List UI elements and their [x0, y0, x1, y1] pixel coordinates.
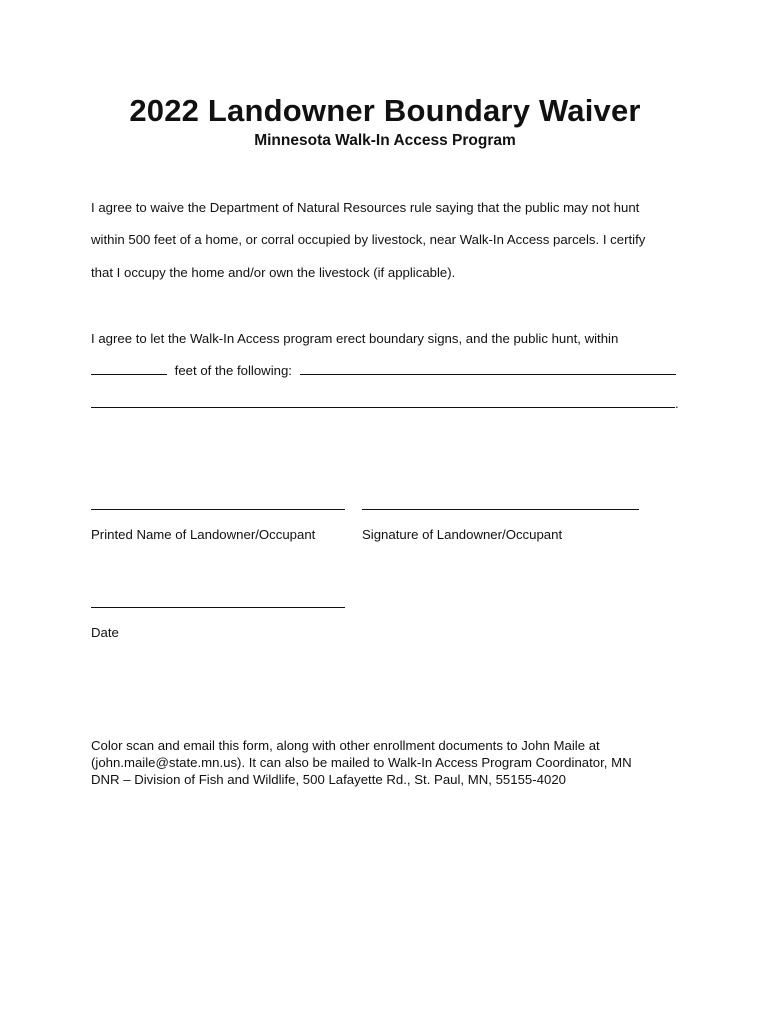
feet-distance-row [91, 362, 676, 380]
feet-of-following-label: feet of the following: [174, 363, 292, 378]
document-subtitle: Minnesota Walk-In Access Program [254, 132, 516, 149]
property-description-row-2 [91, 395, 679, 413]
instructions-line-2: (john.maile@state.mn.us). It can also be mailed to Walk-In Access Program Coordinator, MN [91, 755, 632, 770]
feet-distance-field[interactable] [91, 362, 167, 375]
instructions-line-1: Color scan and email this form, along with other enrollment documents to John Maile at [91, 738, 600, 753]
waiver-text-line-3: that I occupy the home and/or own the livestock (if applicable). [91, 265, 456, 280]
waiver-text-line-1: I agree to waive the Department of Natural Resources rule saying that the public may not hunt [91, 200, 640, 215]
property-description-field-2[interactable] [91, 395, 675, 408]
printed-name-label: Printed Name of Landowner/Occupant [91, 527, 316, 542]
property-description-field[interactable] [300, 362, 676, 375]
waiver-text-line-2: within 500 feet of a home, or corral occupied by livestock, near Walk-In Access parcels. I certify [91, 232, 646, 247]
date-label: Date [91, 625, 119, 640]
trailing-period: . [675, 396, 679, 411]
signature-field[interactable] [362, 509, 639, 510]
document-title: 2022 Landowner Boundary Waiver [129, 93, 641, 128]
boundary-text-line-1: I agree to let the Walk-In Access program erect boundary signs, and the public hunt, within [91, 331, 619, 346]
instructions-line-3: DNR – Division of Fish and Wildlife, 500 Lafayette Rd., St. Paul, MN, 55155-4020 [91, 772, 566, 787]
mailing-instructions [91, 737, 691, 788]
printed-name-field[interactable] [91, 509, 345, 510]
signature-label: Signature of Landowner/Occupant [362, 527, 563, 542]
date-field[interactable] [91, 607, 345, 608]
